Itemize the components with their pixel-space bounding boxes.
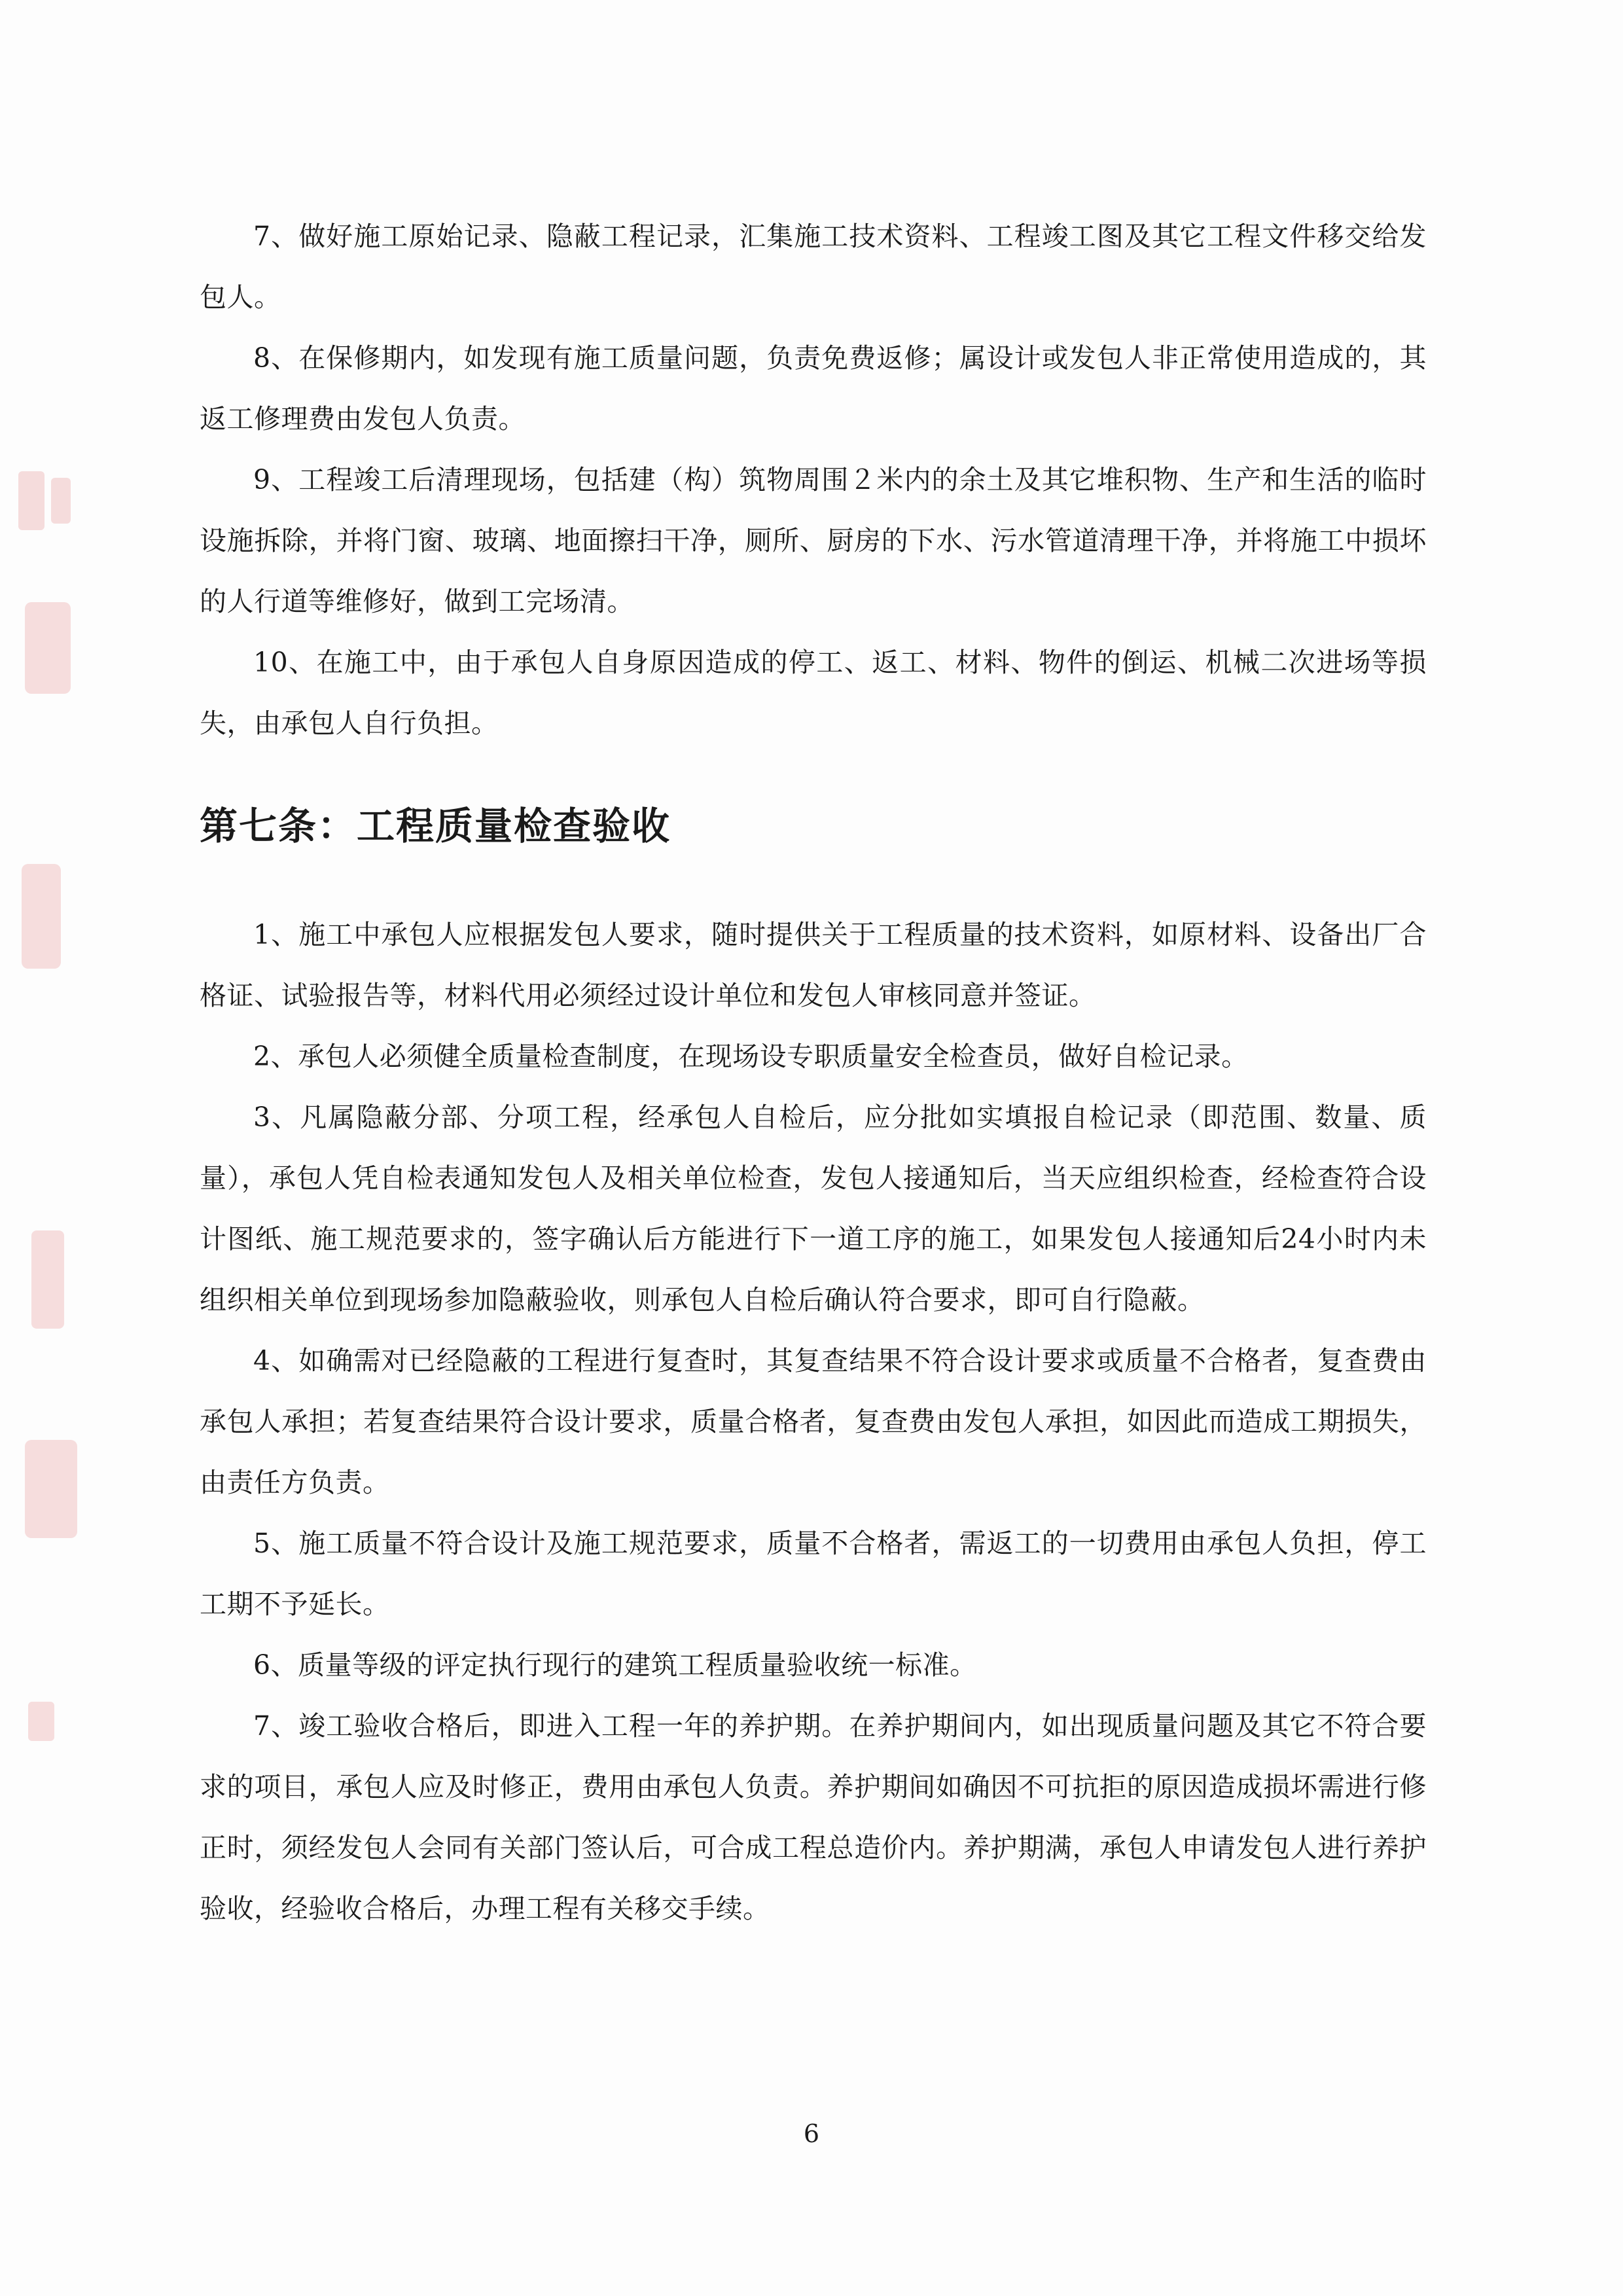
section-paragraph-2: 2、承包人必须健全质量检查制度，在现场设专职质量安全检查员，做好自检记录。 bbox=[253, 1041, 1249, 1072]
page-number: 6 bbox=[803, 2119, 820, 2148]
section-paragraph-6: 6、质量等级的评定执行现行的建筑工程质量验收统一标准。 bbox=[253, 1649, 977, 1681]
section-heading: 第七条：工程质量检查验收 bbox=[200, 804, 671, 848]
paragraph-item-8: 8、在保修期内，如发现有施工质量问题，负责免费返修；属设计或发包人非正常使用造成的，其返工修理费由发包人负责。 bbox=[200, 342, 1427, 435]
document-body bbox=[200, 206, 1427, 1939]
paragraph-item-7: 7、做好施工原始记录、隐蔽工程记录，汇集施工技术资料、工程竣工图及其它工程文件移交给发包人。 bbox=[200, 221, 1427, 313]
section-paragraph-1: 1、施工中承包人应根据发包人要求，随时提供关于工程质量的技术资料，如原材料、设备出厂合格证、试验报告等，材料代用必须经过设计单位和发包人审核同意并签证。 bbox=[200, 919, 1427, 1011]
section-paragraph-5: 5、施工质量不符合设计及施工规范要求，质量不合格者，需返工的一切费用由承包人负担，停工工期不予延长。 bbox=[200, 1528, 1427, 1620]
section-paragraph-3: 3、凡属隐蔽分部、分项工程，经承包人自检后，应分批如实填报自检记录（即范围、数量、质量），承包人凭自检表通知发包人及相关单位检查，发包人接通知后，当天应组织检查，经检查符合设计图纸、施工规范要求的，签字确认后方能进行下一道工序的施工，如果发包人接通知后24小时内未组织相关单位到现场参加隐蔽验收，则承包人自检后确认符合要求，即可自行隐蔽。 bbox=[200, 1102, 1427, 1316]
section-paragraph-4: 4、如确需对已经隐蔽的工程进行复查时，其复查结果不符合设计要求或质量不合格者，复查费由承包人承担；若复查结果符合设计要求，质量合格者，复查费由发包人承担，如因此而造成工期损失，由责任方负责。 bbox=[200, 1345, 1427, 1498]
section-paragraph-7: 7、竣工验收合格后，即进入工程一年的养护期。在养护期间内，如出现质量问题及其它不符合要求的项目，承包人应及时修正，费用由承包人负责。养护期间如确因不可抗拒的原因造成损坏需进行修正时，须经发包人会同有关部门签认后，可合成工程总造价内。养护期满，承包人申请发包人进行养护验收，经验收合格后，办理工程有关移交手续。 bbox=[200, 1710, 1427, 1924]
paragraph-item-10: 10、在施工中，由于承包人自身原因造成的停工、返工、材料、物件的倒运、机械二次进场等损失，由承包人自行负担。 bbox=[200, 647, 1427, 739]
paragraph-item-9: 9、工程竣工后清理现场，包括建（构）筑物周围２米内的余土及其它堆积物、生产和生活的临时设施拆除，并将门窗、玻璃、地面擦扫干净，厕所、厨房的下水、污水管道清理干净，并将施工中损坏的人行道等维修好，做到工完场清。 bbox=[200, 464, 1427, 617]
seal-stamp-remnant bbox=[12, 458, 110, 1767]
